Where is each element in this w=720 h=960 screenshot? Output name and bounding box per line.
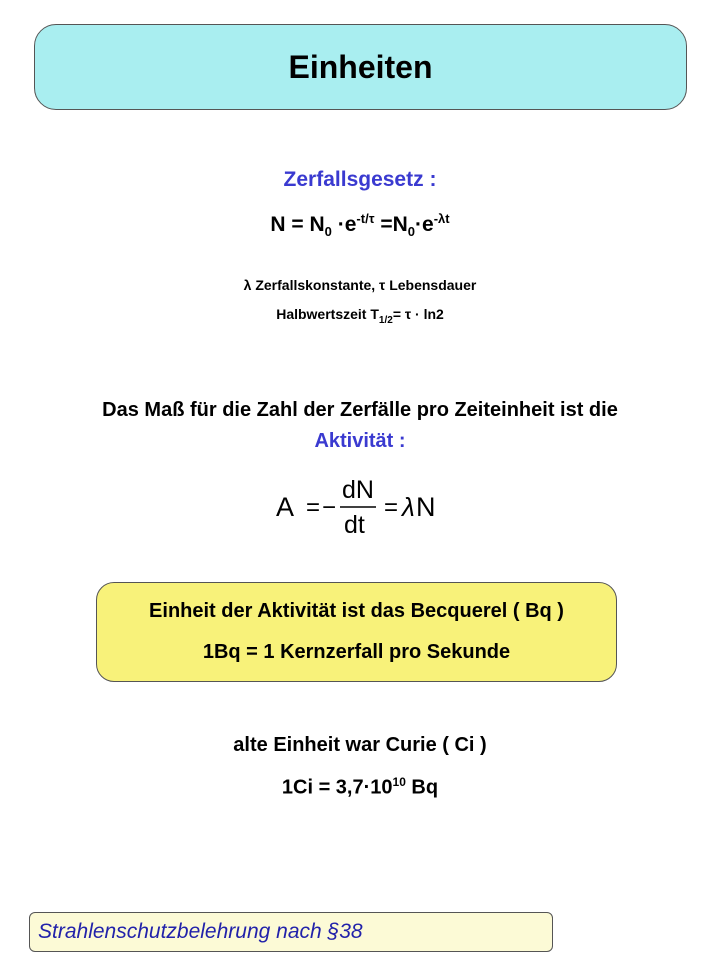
formula-exponent-tau: -t/τ — [356, 211, 375, 226]
formula-e2: ·e — [415, 213, 434, 236]
equation-n: N — [416, 492, 436, 522]
activity-equation — [270, 472, 450, 542]
decay-law-formula — [0, 211, 720, 239]
equation-lhs: A — [276, 492, 295, 522]
equation-minus: − — [322, 494, 337, 521]
curie-value-unit: Bq — [405, 776, 439, 799]
page-title: Einheiten — [288, 48, 433, 85]
curie-value-base: 1Ci = 3,7·10 — [281, 776, 393, 799]
halbwert-label: Halbwertszeit T — [276, 306, 379, 322]
aktivitaet-definition-sentence: Das Maß für die Zahl der Zerfälle pro Zeiteinheit ist die — [102, 399, 618, 421]
aktivitaet-term: Aktivität : — [314, 430, 406, 452]
footer-text: Strahlenschutzbelehrung nach §38 — [38, 920, 363, 943]
becquerel-value: 1Bq = 1 Kernzerfall pro Sekunde — [202, 641, 511, 663]
halbwert-rest: = τ · ln2 — [392, 306, 444, 322]
halbwert-subscript: 1/2 — [378, 314, 393, 326]
halbwertszeit-line — [0, 306, 720, 326]
formula-middle: =N — [374, 213, 408, 236]
footer-banner — [29, 912, 553, 952]
becquerel-info-box — [96, 582, 617, 682]
equation-numerator: dN — [342, 476, 374, 504]
curie-value-exponent: 10 — [392, 775, 406, 789]
becquerel-definition: Einheit der Aktivität ist das Becquerel ( Bq ) — [149, 600, 564, 622]
formula-exponent-lambda: -λt — [433, 211, 450, 226]
equation-denominator: dt — [344, 511, 365, 539]
curie-heading: alte Einheit war Curie ( Ci ) — [233, 734, 487, 756]
zerfallsgesetz-heading: Zerfallsgesetz : — [283, 168, 437, 191]
symbol-legend: λ Zerfallskonstante, τ Lebensdauer — [243, 277, 477, 293]
formula-n0-subscript-2: 0 — [407, 224, 415, 240]
equation-lambda: λ — [402, 492, 415, 522]
formula-n: N = N — [270, 213, 325, 236]
equation-equals-1: = — [306, 494, 321, 521]
formula-n0-subscript: 0 — [324, 224, 332, 240]
formula-e1: ·e — [331, 213, 357, 236]
title-banner — [34, 24, 687, 110]
curie-value — [0, 775, 720, 800]
equation-equals-2: = — [384, 494, 399, 521]
